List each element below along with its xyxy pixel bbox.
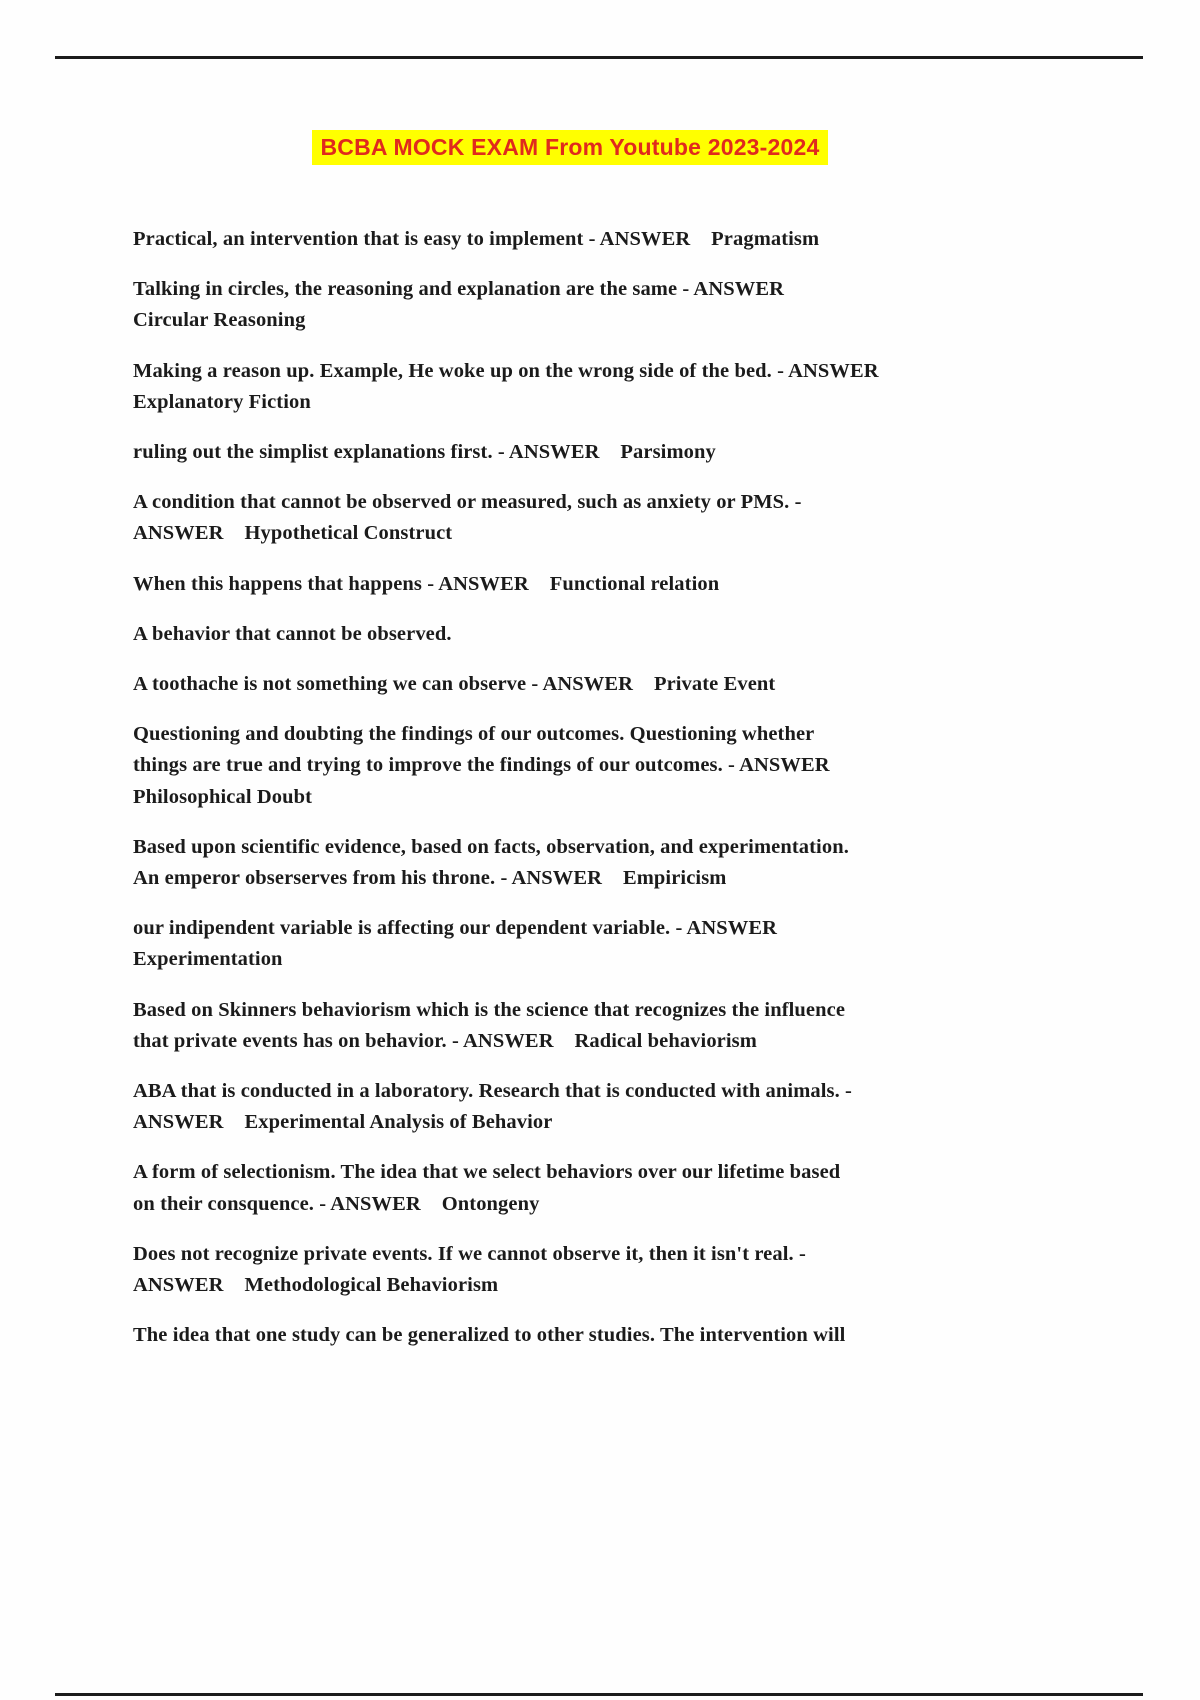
paragraph: ruling out the simplist explanations first. - ANSWER Parsimony	[133, 441, 716, 464]
paragraph: Does not recognize private events. If we cannot observe it, then it isn't real. - ANSWER Methodological Behaviorism	[133, 1242, 806, 1297]
paragraph: Making a reason up. Example, He woke up on the wrong side of the bed. - ANSWER Explanatory Fiction	[133, 359, 879, 413]
paragraph: Talking in circles, the reasoning and explanation are the same - ANSWER Circular Reasoning	[133, 278, 785, 332]
top-horizontal-rule	[55, 56, 1143, 59]
paragraph: The idea that one study can be generalized to other studies. The intervention will	[133, 1324, 846, 1347]
paragraph: A toothache is not something we can observe - ANSWER Private Event	[133, 673, 776, 696]
paragraph: A condition that cannot be observed or measured, such as anxiety or PMS. - ANSWER Hypothetical Construct	[133, 491, 802, 545]
document-body	[133, 224, 1053, 1370]
paragraph: When this happens that happens - ANSWER Functional relation	[133, 572, 720, 595]
paragraph: ABA that is conducted in a laboratory. Research that is conducted with animals. - ANSWER Experimental Analysis of Behavior	[133, 1080, 852, 1134]
page-title: BCBA MOCK EXAM From Youtube 2023-2024	[312, 130, 827, 165]
page-title-wrapper	[0, 130, 1140, 165]
paragraph: Questioning and doubting the findings of our outcomes. Questioning whether things are true and trying to improve the findings of our outcomes. - ANSWER Philosophical Doubt	[133, 723, 830, 808]
paragraph: A behavior that cannot be observed.	[133, 622, 452, 645]
paragraph: Practical, an intervention that is easy to implement - ANSWER Pragmatism	[133, 228, 820, 250]
paragraph: Based on Skinners behaviorism which is the science that recognizes the influence that private events has on behavior. - ANSWER Radical behaviorism	[133, 998, 846, 1052]
paragraph: Based upon scientific evidence, based on facts, observation, and experimentation. An emperor obserserves from his throne. - ANSWER Empiricism	[133, 835, 849, 890]
paragraph: A form of selectionism. The idea that we select behaviors over our lifetime based on their consquence. - ANSWER Ontongeny	[133, 1161, 841, 1215]
bottom-horizontal-rule	[55, 1693, 1143, 1696]
paragraph: our indipendent variable is affecting our dependent variable. - ANSWER Experimentation	[133, 917, 778, 971]
